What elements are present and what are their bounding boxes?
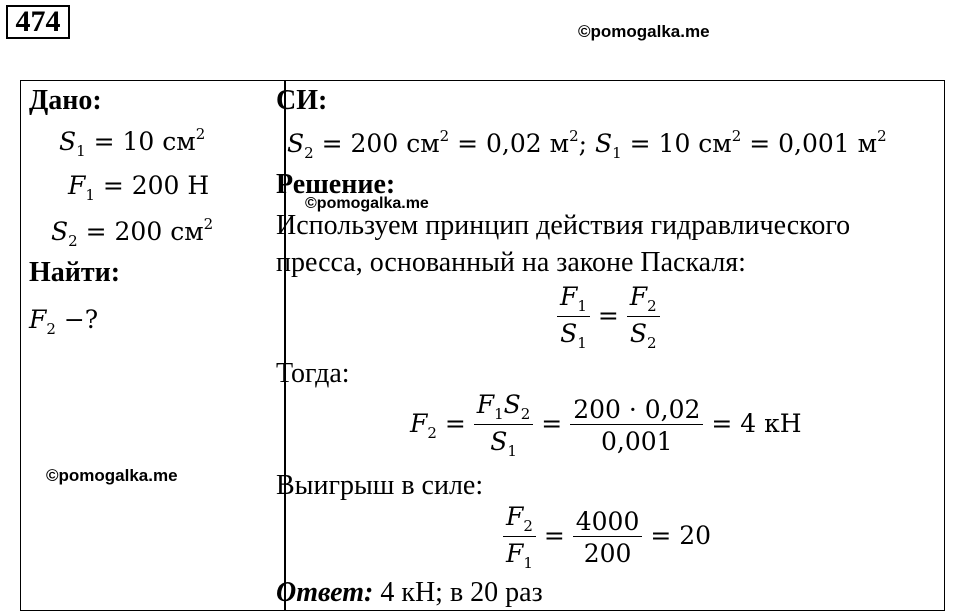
- gain-calculation: $\frac{F_2}{F_1}$ = $\frac{4000}{200}$ = 20: [503, 504, 711, 571]
- solution-table: [20, 80, 945, 611]
- given-s2: $S_2 = 200$ $см^2$: [51, 215, 214, 250]
- answer-text: 4 кН; в 20 раз: [373, 577, 543, 608]
- column-divider: [284, 81, 286, 610]
- fraction-f1s2-s1: $\frac{F_1S_2}{S_1}$: [474, 392, 534, 459]
- f2-calculation: $F_2$ = $\frac{F_1S_2}{S_1}$ = $\frac{200 \cdot 0,02}{0,001}$ = 4 кН: [410, 390, 802, 460]
- then-label: Тогда:: [276, 358, 350, 389]
- given-f1: $F_1 = 200$ Н: [68, 171, 210, 204]
- fraction-f2-s2: $\frac{F_2}{S_2}$: [627, 284, 660, 351]
- fraction-f1-s1: $\frac{F_1}{S_1}$: [557, 284, 590, 351]
- fraction-f2-f1: $\frac{F_2}{F_1}$: [503, 504, 536, 571]
- watermark-left: ©pomogalka.me: [46, 466, 178, 485]
- solution-intro-line2: пресса, основанный на законе Паскаля:: [276, 247, 746, 278]
- watermark-middle: ©pomogalka.me: [305, 195, 429, 212]
- solution-intro-line1: Используем принцип действия гидравлического: [276, 210, 851, 241]
- solution-heading: Решение:: [276, 169, 396, 200]
- answer-line: [276, 577, 543, 609]
- answer-label: Ответ:: [276, 577, 374, 608]
- si-conversion: $S_2 = 200$ $см^2 = 0,02$ $м^2$; $S_1 = 10$ $см^2 = 0,001$ $м^2$: [287, 127, 887, 162]
- watermark-top: ©pomogalka.me: [578, 22, 710, 41]
- find-f2: $F_2$ −?: [29, 305, 99, 338]
- given-heading: Дано:: [29, 85, 102, 116]
- find-heading: Найти:: [29, 257, 121, 288]
- pascal-formula: $\frac{F_1}{S_1}$ = $\frac{F_2}{S_2}$: [557, 284, 660, 351]
- problem-number: 474: [6, 5, 70, 39]
- fraction-4000-200: $\frac{4000}{200}$: [573, 509, 643, 566]
- si-heading: СИ:: [276, 85, 328, 116]
- given-s1: $S_1 = 10$ $см^2$: [59, 125, 206, 160]
- gain-label: Выигрыш в силе:: [276, 470, 484, 501]
- fraction-numeric: $\frac{200 \cdot 0,02}{0,001}$: [570, 397, 703, 454]
